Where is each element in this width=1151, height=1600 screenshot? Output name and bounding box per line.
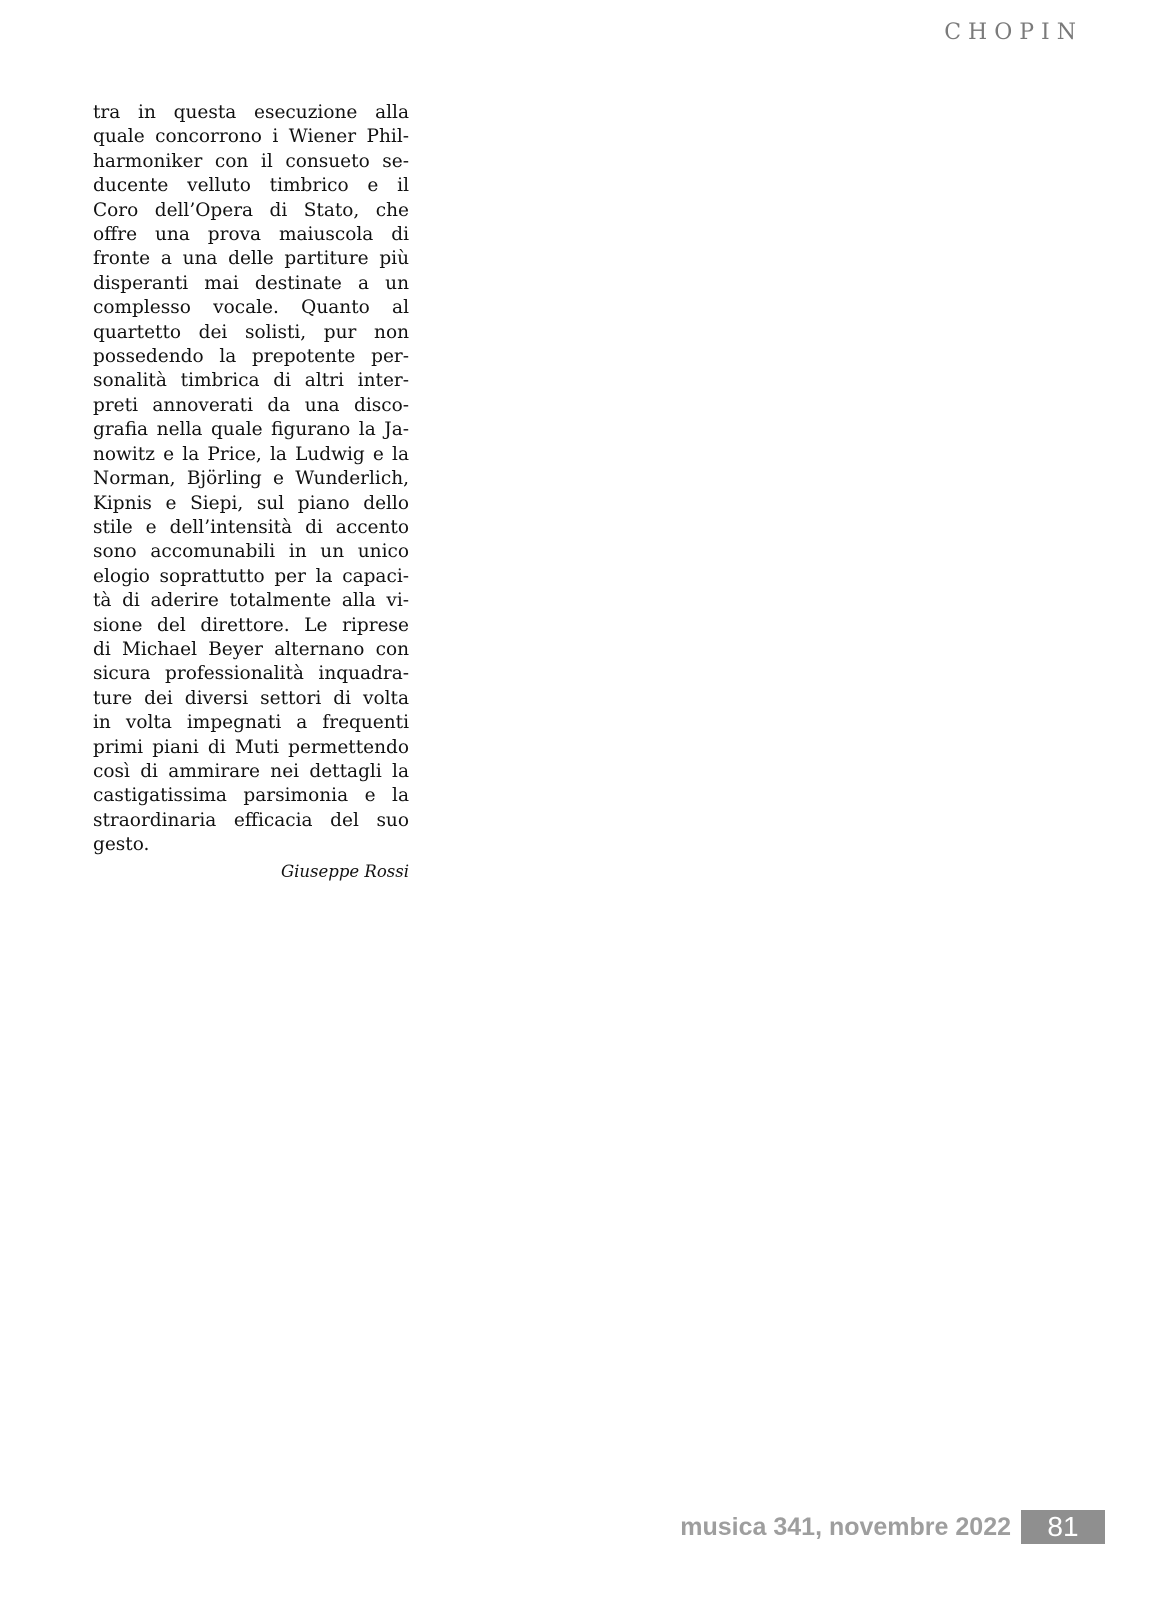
text-line: sonalità timbrica di altri inter- bbox=[93, 370, 409, 392]
text-line: straordinaria efficacia del suo bbox=[93, 809, 409, 831]
text-line: castigatissima parsimonia e la bbox=[93, 785, 409, 807]
text-line: preti annoverati da una disco- bbox=[93, 394, 409, 416]
text-line: quale concorrono i Wiener Phil- bbox=[93, 126, 409, 148]
text-line: fronte a una delle partiture più bbox=[93, 248, 409, 270]
text-line: primi piani di Muti permettendo bbox=[93, 736, 409, 758]
text-line: tra in questa esecuzione alla bbox=[93, 102, 409, 123]
text-line: offre una prova maiuscola di bbox=[93, 224, 409, 246]
article-column bbox=[93, 101, 409, 884]
text-line: di Michael Beyer alternano con bbox=[93, 638, 409, 660]
text-line: tà di aderire totalmente alla vi- bbox=[93, 590, 409, 612]
text-line: così di ammirare nei dettagli la bbox=[93, 760, 409, 782]
author-signature: Giuseppe Rossi bbox=[280, 861, 409, 881]
text-line: Kipnis e Siepi, sul piano dello bbox=[93, 492, 409, 514]
text-line: in volta impegnati a frequenti bbox=[93, 712, 409, 734]
page-footer bbox=[680, 1510, 1105, 1544]
text-line: nowitz e la Price, la Ludwig e la bbox=[93, 443, 409, 465]
text-line: gesto. bbox=[93, 834, 150, 856]
text-line: Coro dell’Opera di Stato, che bbox=[93, 199, 409, 221]
text-line: ducente velluto timbrico e il bbox=[93, 175, 409, 197]
text-line: complesso vocale. Quanto al bbox=[93, 297, 409, 319]
text-line: possedendo la prepotente per- bbox=[93, 346, 409, 368]
text-line: sicura professionalità inquadra- bbox=[93, 663, 409, 685]
text-line: disperanti mai destinate a un bbox=[93, 272, 409, 294]
text-line: elogio soprattutto per la capaci- bbox=[93, 565, 409, 587]
text-line: Norman, Björling e Wunderlich, bbox=[93, 468, 409, 490]
text-line: grafia nella quale figurano la Ja- bbox=[93, 419, 409, 441]
page-number: 81 bbox=[1021, 1510, 1105, 1544]
publication-info: musica 341, novembre 2022 bbox=[680, 1512, 1011, 1541]
text-line: harmoniker con il consueto se- bbox=[93, 150, 409, 172]
text-line: sono accomunabili in un unico bbox=[93, 541, 409, 563]
text-line: stile e dell’intensità di accento bbox=[93, 516, 409, 538]
text-line: ture dei diversi settori di volta bbox=[93, 687, 409, 709]
text-line: sione del direttore. Le riprese bbox=[93, 614, 409, 636]
running-head: CHOPIN bbox=[944, 20, 1083, 45]
text-line: quartetto dei solisti, pur non bbox=[93, 321, 409, 343]
